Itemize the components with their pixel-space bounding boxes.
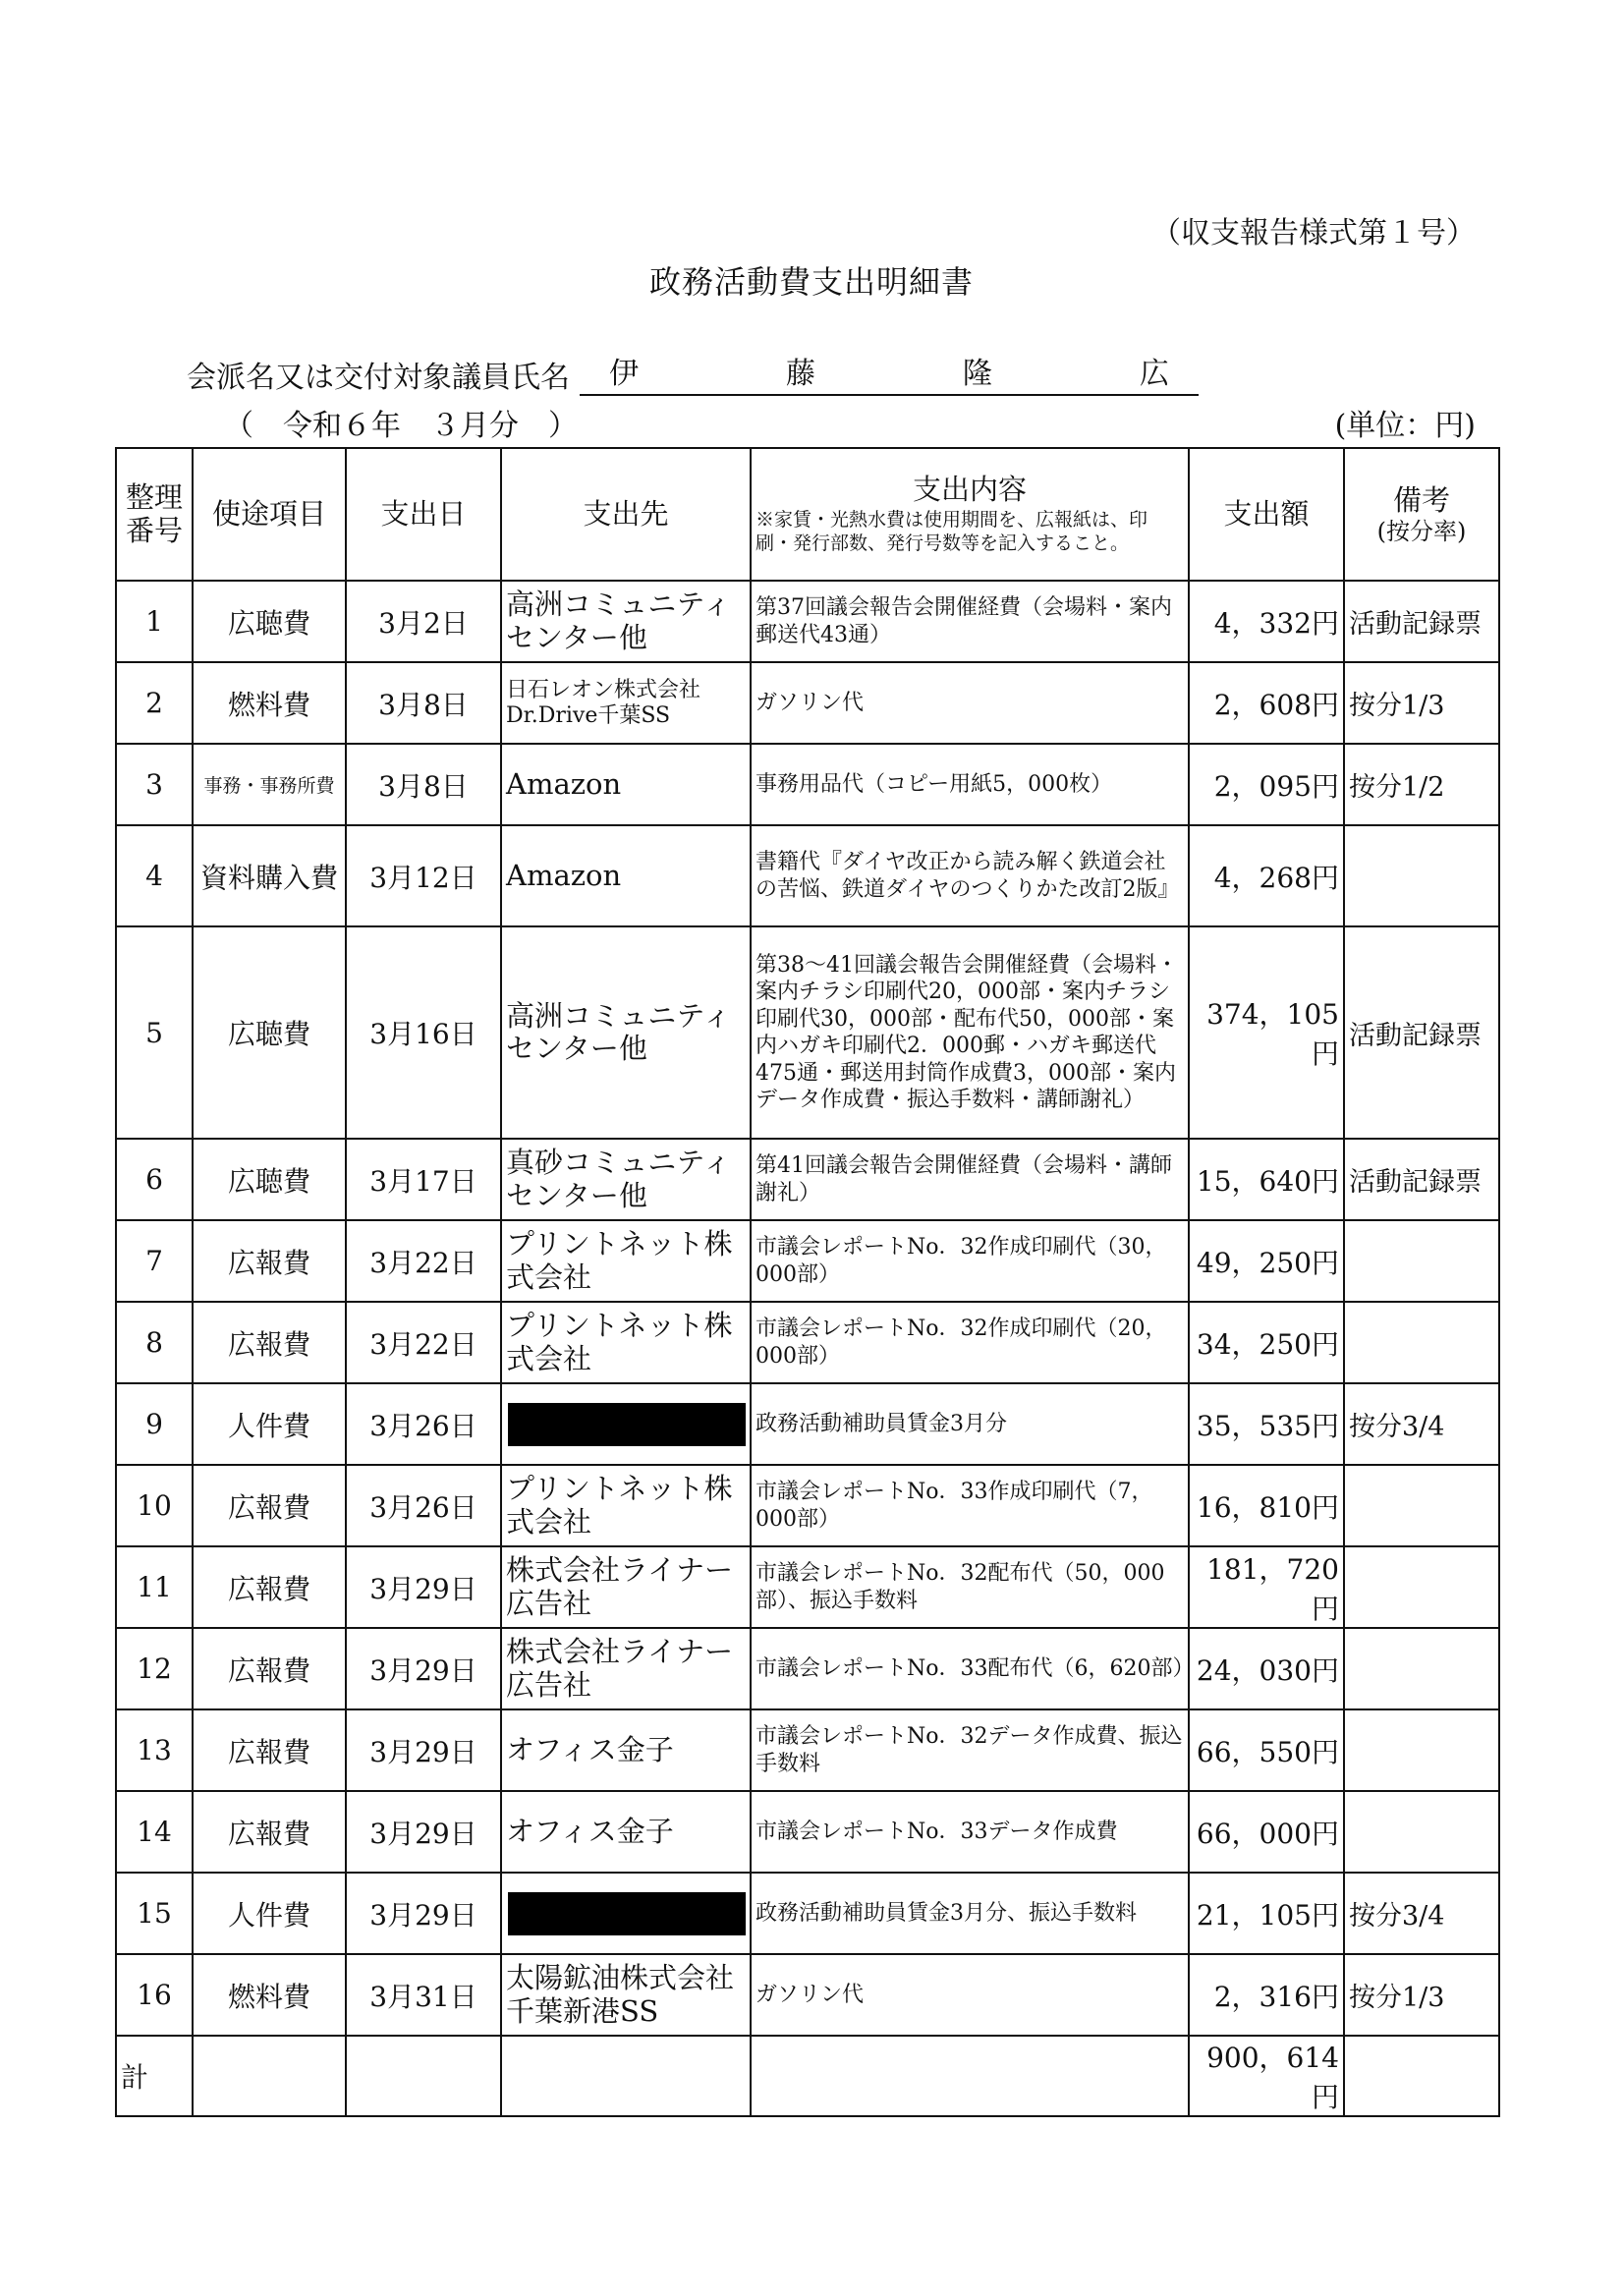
col-date: 支出日 <box>346 448 501 581</box>
row-payee: Amazon <box>501 744 751 825</box>
row-amount: 2，608円 <box>1189 662 1344 744</box>
row-amount: 66，550円 <box>1189 1709 1344 1791</box>
row-content: 第41回議会報告会開催経費（会場料・講師謝礼） <box>751 1139 1189 1220</box>
row-payee-redacted <box>501 1383 751 1465</box>
row-date: 3月17日 <box>346 1139 501 1220</box>
row-item: 広報費 <box>193 1791 346 1873</box>
total-row <box>116 2036 1499 2116</box>
row-content: 第38～41回議会報告会開催経費（会場料・案内チラシ印刷代20，000部・案内チラシ印刷代30，000部・配布代50，000部・案内ハガキ印刷代2．000郵・ハガキ郵送代475通・郵送用封筒作成費3，000部・案内データ作成費・振込手数料・講師謝礼） <box>751 926 1189 1139</box>
row-amount: 34，250円 <box>1189 1302 1344 1383</box>
row-item: 広報費 <box>193 1628 346 1709</box>
col-amount: 支出額 <box>1189 448 1344 581</box>
row-item: 広報費 <box>193 1465 346 1546</box>
table-row <box>116 1302 1499 1383</box>
row-remarks <box>1344 1546 1499 1628</box>
row-remarks: 按分1/2 <box>1344 744 1499 825</box>
row-item: 資料購入費 <box>193 825 346 926</box>
row-no: 13 <box>116 1709 193 1791</box>
row-no: 4 <box>116 825 193 926</box>
col-content-note: ※家賃・光熱水費は使用期間を、広報紙は、印刷・発行部数、発行号数等を記入すること。 <box>756 509 1148 554</box>
row-amount: 2，316円 <box>1189 1954 1344 2036</box>
table-row <box>116 825 1499 926</box>
row-content: 書籍代『ダイヤ改正から読み解く鉄道会社の苦悩、鉄道ダイヤのつくりかた改訂2版』 <box>751 825 1189 926</box>
table-row <box>116 1139 1499 1220</box>
row-no: 14 <box>116 1791 193 1873</box>
row-content: ガソリン代 <box>751 662 1189 744</box>
row-date: 3月29日 <box>346 1628 501 1709</box>
row-payee: 日石レオン株式会社 Dr.Drive千葉SS <box>501 662 751 744</box>
table-row <box>116 1220 1499 1302</box>
row-no: 15 <box>116 1873 193 1954</box>
total-empty-cell <box>1344 2036 1499 2116</box>
header-row <box>116 448 1499 581</box>
row-payee: 高洲コミュニティセンター他 <box>501 581 751 662</box>
row-payee: プリントネット株式会社 <box>501 1465 751 1546</box>
table-row <box>116 1954 1499 2036</box>
row-payee: Amazon <box>501 825 751 926</box>
row-amount: 15，640円 <box>1189 1139 1344 1220</box>
row-payee: オフィス金子 <box>501 1791 751 1873</box>
row-remarks <box>1344 1220 1499 1302</box>
col-remarks-sub: (按分率) <box>1376 517 1467 545</box>
row-date: 3月8日 <box>346 744 501 825</box>
row-payee-redacted <box>501 1873 751 1954</box>
col-content <box>751 448 1189 581</box>
table-row <box>116 1383 1499 1465</box>
row-remarks <box>1344 1709 1499 1791</box>
col-item: 使途項目 <box>193 448 346 581</box>
row-content: 政務活動補助員賃金3月分 <box>751 1383 1189 1465</box>
row-amount: 35，535円 <box>1189 1383 1344 1465</box>
row-content: 事務用品代（コピー用紙5，000枚） <box>751 744 1189 825</box>
row-no: 12 <box>116 1628 193 1709</box>
name-char: 広 <box>1140 357 1169 391</box>
row-remarks: 按分3/4 <box>1344 1873 1499 1954</box>
row-no: 16 <box>116 1954 193 2036</box>
row-item: 広聴費 <box>193 926 346 1139</box>
row-amount: 4，268円 <box>1189 825 1344 926</box>
row-item: 事務・事務所費 <box>193 744 346 825</box>
unit-label: (単位：円) <box>1334 409 1476 443</box>
row-no: 7 <box>116 1220 193 1302</box>
row-content: 政務活動補助員賃金3月分、振込手数料 <box>751 1873 1189 1954</box>
row-payee: プリントネット株式会社 <box>501 1302 751 1383</box>
row-content: 第37回議会報告会開催経費（会場料・案内郵送代43通） <box>751 581 1189 662</box>
total-amount: 900，614円 <box>1189 2036 1344 2116</box>
row-payee: 太陽鉱油株式会社千葉新港SS <box>501 1954 751 2036</box>
row-amount: 2，095円 <box>1189 744 1344 825</box>
total-label: 計 <box>116 2036 193 2116</box>
row-remarks: 按分3/4 <box>1344 1383 1499 1465</box>
row-content: 市議会レポートNo．32作成印刷代（30，000部） <box>751 1220 1189 1302</box>
name-char: 藤 <box>786 357 815 391</box>
col-no: 整理 番号 <box>116 448 193 581</box>
row-date: 3月29日 <box>346 1709 501 1791</box>
row-remarks: 按分1/3 <box>1344 1954 1499 2036</box>
redaction-block <box>508 1892 746 1935</box>
name-char: 隆 <box>963 357 992 391</box>
row-no: 11 <box>116 1546 193 1628</box>
table-row <box>116 662 1499 744</box>
row-amount: 4，332円 <box>1189 581 1344 662</box>
member-name <box>580 349 1199 396</box>
row-date: 3月8日 <box>346 662 501 744</box>
table-row <box>116 1791 1499 1873</box>
form-number: （収支報告様式第１号） <box>1151 216 1476 251</box>
row-content: 市議会レポートNo．33データ作成費 <box>751 1791 1189 1873</box>
row-no: 8 <box>116 1302 193 1383</box>
row-no: 10 <box>116 1465 193 1546</box>
row-no: 3 <box>116 744 193 825</box>
row-item: 広聴費 <box>193 581 346 662</box>
row-amount: 374，105円 <box>1189 926 1344 1139</box>
row-amount: 24，030円 <box>1189 1628 1344 1709</box>
row-payee: 株式会社ライナー広告社 <box>501 1546 751 1628</box>
row-content: ガソリン代 <box>751 1954 1189 2036</box>
row-date: 3月29日 <box>346 1791 501 1873</box>
row-item: 広報費 <box>193 1302 346 1383</box>
table-row <box>116 744 1499 825</box>
row-remarks: 活動記録票 <box>1344 1139 1499 1220</box>
table-row <box>116 1709 1499 1791</box>
row-item: 燃料費 <box>193 662 346 744</box>
row-no: 9 <box>116 1383 193 1465</box>
name-label: 会派名又は交付対象議員氏名 <box>187 361 570 395</box>
row-item: 人件費 <box>193 1873 346 1954</box>
row-content: 市議会レポートNo．32配布代（50，000部）、振込手数料 <box>751 1546 1189 1628</box>
table-row <box>116 1465 1499 1546</box>
row-date: 3月26日 <box>346 1383 501 1465</box>
row-payee: 真砂コミュニティセンター他 <box>501 1139 751 1220</box>
row-item: 広聴費 <box>193 1139 346 1220</box>
row-remarks: 按分1/3 <box>1344 662 1499 744</box>
expense-table <box>115 447 1500 2117</box>
col-remarks-title: 備考 <box>1392 482 1450 517</box>
row-content: 市議会レポートNo．33作成印刷代（7，000部） <box>751 1465 1189 1546</box>
total-empty-cell <box>751 2036 1189 2116</box>
row-item: 広報費 <box>193 1709 346 1791</box>
total-empty-cell <box>193 2036 346 2116</box>
total-empty-cell <box>501 2036 751 2116</box>
document-title: 政務活動費支出明細書 <box>648 263 974 301</box>
total-empty-cell <box>346 2036 501 2116</box>
row-date: 3月22日 <box>346 1302 501 1383</box>
row-remarks <box>1344 825 1499 926</box>
row-remarks <box>1344 1465 1499 1546</box>
row-remarks <box>1344 1791 1499 1873</box>
row-amount: 21，105円 <box>1189 1873 1344 1954</box>
row-payee: オフィス金子 <box>501 1709 751 1791</box>
row-item: 広報費 <box>193 1220 346 1302</box>
row-payee: プリントネット株式会社 <box>501 1220 751 1302</box>
row-content: 市議会レポートNo．32データ作成費、振込手数料 <box>751 1709 1189 1791</box>
row-payee: 高洲コミュニティセンター他 <box>501 926 751 1139</box>
row-date: 3月12日 <box>346 825 501 926</box>
row-no: 2 <box>116 662 193 744</box>
row-no: 5 <box>116 926 193 1139</box>
row-item: 燃料費 <box>193 1954 346 2036</box>
period: （ 令和６年 ３月分 ） <box>224 409 578 443</box>
name-row <box>187 349 1199 396</box>
row-amount: 66，000円 <box>1189 1791 1344 1873</box>
table-row <box>116 1873 1499 1954</box>
row-date: 3月22日 <box>346 1220 501 1302</box>
row-remarks <box>1344 1302 1499 1383</box>
row-amount: 181，720円 <box>1189 1546 1344 1628</box>
col-payee: 支出先 <box>501 448 751 581</box>
table-row <box>116 926 1499 1139</box>
row-remarks <box>1344 1628 1499 1709</box>
table-row <box>116 1546 1499 1628</box>
col-remarks <box>1344 448 1499 581</box>
row-date: 3月29日 <box>346 1873 501 1954</box>
row-item: 人件費 <box>193 1383 346 1465</box>
row-no: 6 <box>116 1139 193 1220</box>
row-amount: 49，250円 <box>1189 1220 1344 1302</box>
row-payee: 株式会社ライナー広告社 <box>501 1628 751 1709</box>
row-no: 1 <box>116 581 193 662</box>
row-remarks: 活動記録票 <box>1344 926 1499 1139</box>
row-date: 3月29日 <box>346 1546 501 1628</box>
row-date: 3月16日 <box>346 926 501 1139</box>
row-date: 3月2日 <box>346 581 501 662</box>
table-row <box>116 581 1499 662</box>
table-row <box>116 1628 1499 1709</box>
name-char: 伊 <box>609 357 639 391</box>
row-content: 市議会レポートNo．33配布代（6，620部） <box>751 1628 1189 1709</box>
row-item: 広報費 <box>193 1546 346 1628</box>
redaction-block <box>508 1403 746 1446</box>
col-content-title: 支出内容 <box>912 473 1027 507</box>
row-date: 3月26日 <box>346 1465 501 1546</box>
row-remarks: 活動記録票 <box>1344 581 1499 662</box>
row-date: 3月31日 <box>346 1954 501 2036</box>
row-amount: 16，810円 <box>1189 1465 1344 1546</box>
row-content: 市議会レポートNo．32作成印刷代（20，000部） <box>751 1302 1189 1383</box>
